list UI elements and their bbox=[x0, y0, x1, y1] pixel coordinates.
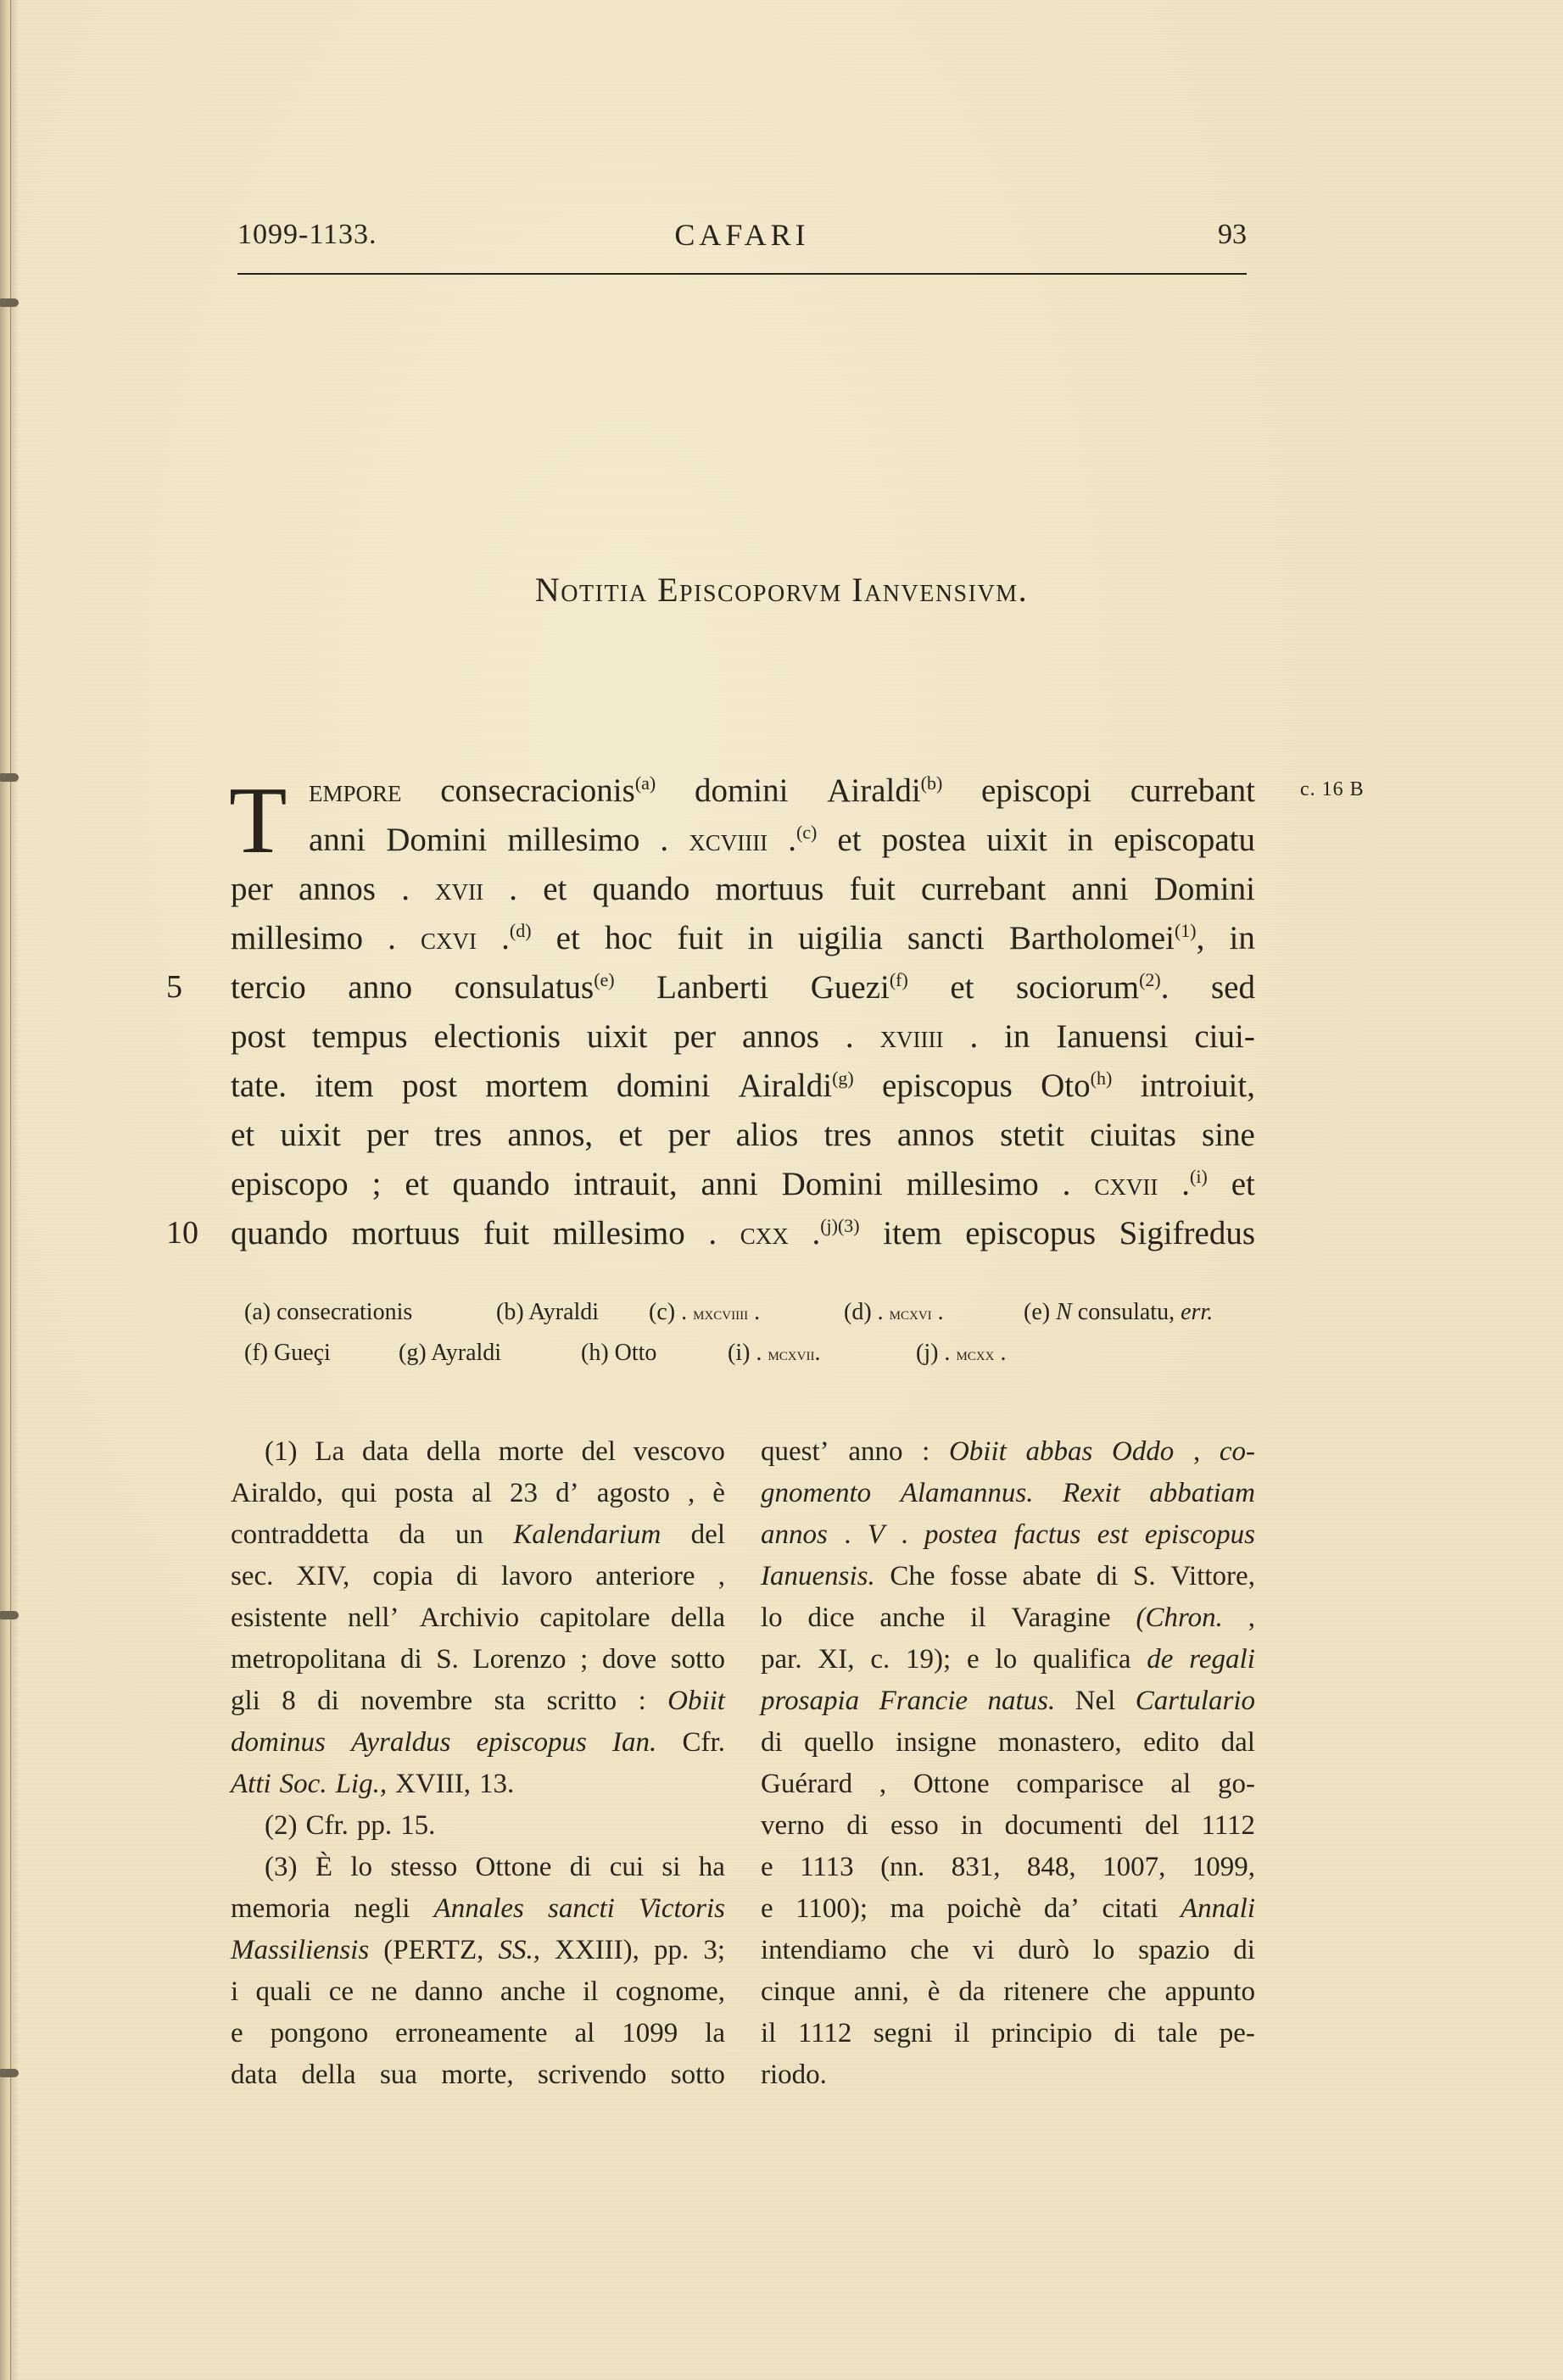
binding-stitch-icon bbox=[0, 298, 19, 307]
footnote-ref: (j) bbox=[820, 1215, 838, 1236]
footnote-ref: (b) bbox=[920, 772, 943, 794]
note-line: intendiamo che vi durò lo spazio di bbox=[761, 1935, 1255, 1965]
note-line: i quali ce ne danno anche il cognome, bbox=[231, 1976, 725, 2007]
note-line: cinque anni, è da ritenere che appunto bbox=[761, 1976, 1255, 2007]
footnote-ref: (e) bbox=[594, 969, 615, 990]
footnote-ref: (3) bbox=[837, 1215, 860, 1236]
margin-folio-note: c. 16 B bbox=[1300, 778, 1365, 800]
notes-left-column bbox=[231, 1431, 725, 2096]
note-line: gli 8 di novembre sta scritto : Obiit bbox=[231, 1686, 725, 1716]
note-line: (1) La data della morte del vescovo bbox=[265, 1436, 725, 1467]
apparatus-entry: (g) Ayraldi bbox=[399, 1340, 502, 1366]
binding-stitch-icon bbox=[0, 2069, 19, 2077]
text-line: post tempus electionis uixit per annos . xviiii . in Ianuensi ciui- bbox=[231, 1018, 1255, 1055]
note-line: (2) Cfr. pp. 15. bbox=[265, 1810, 436, 1841]
note-line: quest’ anno : Obiit abbas Oddo , co- bbox=[761, 1436, 1255, 1467]
note-line: il 1112 segni il principio di tale pe- bbox=[761, 2018, 1255, 2048]
note-line: prosapia Francie natus. Nel Cartulario bbox=[761, 1686, 1255, 1716]
notes-right-column bbox=[761, 1431, 1255, 2096]
header-rule bbox=[237, 273, 1247, 275]
year-range: 1099-1133. bbox=[237, 219, 377, 250]
note-line: Atti Soc. Lig., XVIII, 13. bbox=[231, 1769, 515, 1799]
text-line: tate. item post mortem domini Airaldi$^{(g)}$ episcopus Oto$^{(h)}$ introiuit, bbox=[231, 1067, 1255, 1104]
footnote-ref: (i) bbox=[1190, 1166, 1208, 1187]
footnote-ref: (f) bbox=[889, 969, 908, 990]
line-number-10: 10 bbox=[166, 1215, 198, 1251]
binding-stitch-icon bbox=[0, 1611, 19, 1619]
apparatus-entry: (e) N consulatu, err. bbox=[1024, 1299, 1214, 1325]
apparatus-entry: (j) . mcxx . bbox=[916, 1340, 1007, 1366]
note-line: sec. XIV, copia di lavoro anteriore , bbox=[231, 1561, 725, 1591]
note-line: Airaldo, qui posta al 23 d’ agosto , è bbox=[231, 1478, 725, 1508]
text-line: millesimo . cxvi .$^{(d)}$ et hoc fuit in uigilia sancti Bartholomei$^{(1)}$, in bbox=[231, 920, 1255, 956]
text-line: et uixit per tres annos, et per alios tres annos stetit ciuitas sine bbox=[231, 1117, 1255, 1153]
footnote-ref: (d) bbox=[509, 920, 532, 941]
drop-cap: T bbox=[229, 768, 287, 873]
note-line: metropolitana di S. Lorenzo ; dove sotto bbox=[231, 1644, 725, 1675]
text-line: episcopo ; et quando intrauit, anni Domini millesimo . cxvii .$^{(i)}$ et bbox=[231, 1166, 1255, 1202]
section-title: Notitia Episcoporvm Ianvensivm. bbox=[534, 571, 1029, 609]
footnote-ref: (h) bbox=[1090, 1067, 1113, 1089]
note-line: Ianuensis. Che fosse abate di S. Vittore, bbox=[761, 1561, 1255, 1591]
binding-shadow bbox=[10, 0, 19, 2380]
note-line: esistente nell’ Archivio capitolare della bbox=[231, 1602, 725, 1633]
note-line: lo dice anche il Varagine (Chron. , bbox=[761, 1602, 1255, 1633]
note-line: e 1100); ma poichè da’ citati Annali bbox=[761, 1893, 1255, 1924]
apparatus-entry: (i) . mcxvii. bbox=[728, 1340, 821, 1366]
note-line: riodo. bbox=[761, 2060, 827, 2090]
running-title: CAFARI bbox=[674, 218, 810, 252]
note-line: verno di esso in documenti del 1112 bbox=[761, 1810, 1255, 1841]
binding-stitch-icon bbox=[0, 773, 19, 782]
note-line: e 1113 (nn. 831, 848, 1007, 1099, bbox=[761, 1852, 1255, 1882]
note-line: par. XI, c. 19); e lo qualifica de regali bbox=[761, 1644, 1255, 1675]
page-number: 93 bbox=[1218, 219, 1247, 250]
footnote-ref: (g) bbox=[832, 1067, 854, 1089]
note-line: annos . V . postea factus est episcopus bbox=[761, 1519, 1255, 1550]
note-line: (3) È lo stesso Ottone di cui si ha bbox=[265, 1852, 725, 1882]
note-line: Guérard , Ottone comparisce al go- bbox=[761, 1769, 1255, 1799]
note-line: Massiliensis (PERTZ, SS., XXIII), pp. 3; bbox=[231, 1935, 725, 1965]
apparatus-entry: (h) Otto bbox=[581, 1340, 657, 1366]
footnote-ref: (c) bbox=[795, 822, 818, 843]
note-line: e pongono erroneamente al 1099 la bbox=[231, 2018, 725, 2048]
text-line: per annos . xvii . et quando mortuus fuit currebant anni Domini bbox=[231, 871, 1255, 907]
note-line: memoria negli Annales sancti Victoris bbox=[231, 1893, 725, 1924]
apparatus-entry: (b) Ayraldi bbox=[496, 1299, 600, 1325]
note-line: di quello insigne monastero, edito dal bbox=[761, 1727, 1255, 1758]
note-line: data della sua morte, scrivendo sotto bbox=[231, 2060, 725, 2090]
apparatus-entry: (a) consecrationis bbox=[244, 1299, 413, 1325]
footnote-ref: (a) bbox=[634, 772, 656, 794]
note-line: gnomento Alamannus. Rexit abbatiam bbox=[761, 1478, 1255, 1508]
main-text bbox=[231, 766, 1255, 1258]
text-line: tercio anno consulatus$^{(e)}$ Lanberti Guezi$^{(f)}$ et sociorum$^{(2)}$. sed bbox=[231, 969, 1255, 1006]
apparatus-entry: (f) Gueçi bbox=[244, 1340, 331, 1366]
text-line: anni Domini millesimo . xcviiii .$^{(c)}$ et postea uixit in episcopatu bbox=[309, 822, 1255, 858]
note-line: dominus Ayraldus episcopus Ian. Cfr. bbox=[231, 1727, 725, 1758]
line-number-5: 5 bbox=[166, 969, 182, 1005]
apparatus-entry: (c) . mxcviiii . bbox=[649, 1299, 761, 1325]
text-line: empore consecracionis$^{(a)}$ domini Airaldi$^{(b)}$ episcopi currebant bbox=[309, 772, 1255, 809]
note-line: contraddetta da un Kalendarium del bbox=[231, 1519, 725, 1550]
running-head bbox=[237, 219, 1247, 261]
apparatus-entry: (d) . mcxvi . bbox=[844, 1299, 944, 1325]
text-line: quando mortuus fuit millesimo . cxx .$^{(j)(3)}$ item episcopus Sigifredus bbox=[231, 1215, 1255, 1251]
